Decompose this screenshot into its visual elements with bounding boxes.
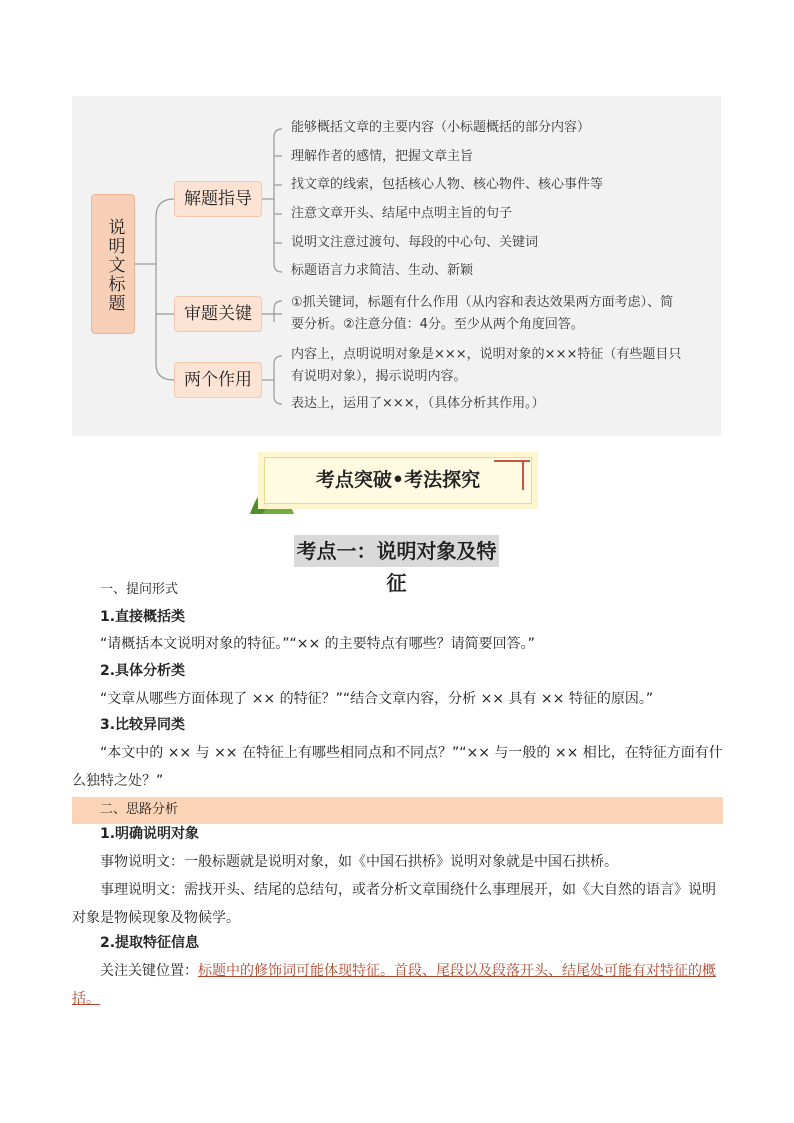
p3-heading: 3.比较异同类 [100,717,186,733]
branch-shenti-guanjian: 审题关键 [174,296,262,332]
mind-map-root [91,194,135,334]
section-title: 考点一：说明对象及特征 [294,535,499,567]
q2-underlined-text: 标题中的修饰词可能体现特征。首段、尾段以及段落开头、结尾处可能有对特征的概括。 [72,963,716,1007]
q1-text-b: 事理说明文：需找开头、结尾的总结句，或者分析文章围绕什么事理展开，如《大自然的语言》说明对象是物候现象及物候学。 [72,882,716,926]
q1-text-a: 事物说明文：一般标题就是说明对象，如《中国石拱桥》说明对象就是中国石拱桥。 [100,854,618,870]
leaf-item: 注意文章开头、结尾中点明主旨的句子 [291,206,513,221]
banner-decoration [494,460,530,462]
q2-label: 关注关键位置： [100,963,198,979]
q2-text [72,957,723,1013]
q1-heading: 1.明确说明对象 [100,826,200,842]
branch-liangge-zuoyong: 两个作用 [174,362,262,398]
mind-map-root-label: 说明文标题 [104,217,125,313]
leaf-item: 表达上，运用了×××，（具体分析其作用。） [291,396,545,411]
leaf-item: 说明文注意过渡句、每段的中心句、关键词 [291,235,539,250]
leaf-item: 能够概括文章的主要内容（小标题概括的部分内容） [291,120,591,135]
p1-heading: 1.直接概括类 [100,609,186,625]
leaf-item: 找文章的线索，包括核心人物、核心物件、核心事件等 [291,177,604,192]
banner-decoration [522,462,524,490]
branch-jieti-zhidao: 解题指导 [174,181,262,217]
leaf-item: 标题语言力求简洁、生动、新颖 [291,263,474,278]
part2-heading: 二、思路分析 [100,802,179,817]
leaf-item: 内容上，点明说明对象是×××，说明对象的×××特征（有些题目只有说明对象），揭示说明内容。 [291,347,682,384]
leaf-item: 理解作者的感情，把握文章主旨 [291,149,474,164]
p1-text: “请概括本文说明对象的特征。”“×× 的主要特点有哪些？请简要回答。” [100,636,535,652]
p3-text: “本文中的 ×× 与 ×× 在特征上有哪些相同点和不同点？”“×× 与一般的 ×× 相比，在特征方面有什么独特之处？” [72,745,723,789]
part1-heading: 一、提问形式 [100,582,179,597]
leaf-item: ①抓关键词，标题有什么作用（从内容和表达效果两方面考虑）、简要分析。②注意分值：4分。至少从两个角度回答。 [291,295,674,332]
p2-text: “文章从哪些方面体现了 ×× 的特征？”“结合文章内容，分析 ×× 具有 ×× 特征的原因。” [100,691,654,707]
banner-title: 考点突破•考法探究 [315,469,481,491]
mind-map [72,96,721,436]
p2-heading: 2.具体分析类 [100,663,186,679]
q2-heading: 2.提取特征信息 [100,935,200,951]
